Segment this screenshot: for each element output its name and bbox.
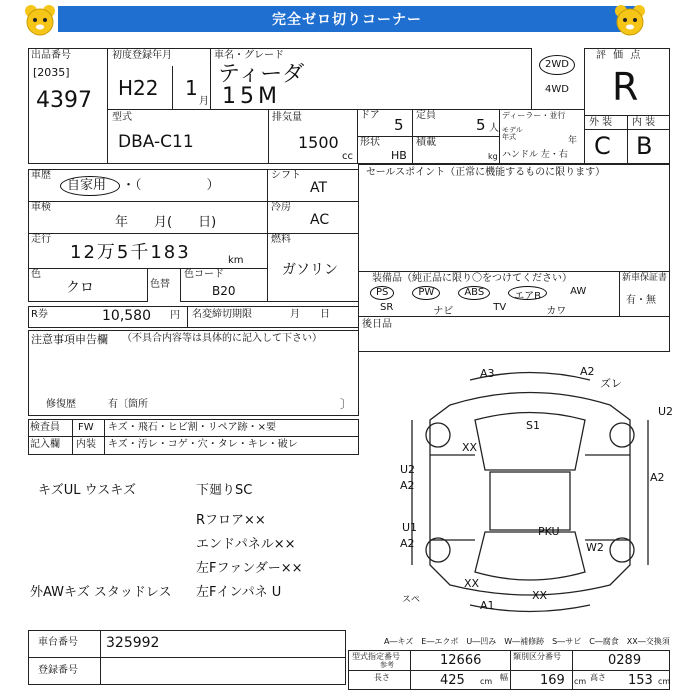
equip-item: PS: [370, 286, 394, 300]
notes-hint: （不具合内容等は具体的に記入して下さい）: [122, 333, 322, 344]
dealer-label: ディーラー・並行: [502, 111, 566, 120]
class-no-label: 類別区分番号: [513, 652, 561, 661]
drive-4wd: 4WD: [545, 84, 569, 95]
registration-label: 登録番号: [38, 665, 78, 676]
damage-mark: PKU: [538, 525, 560, 538]
equip-item: AW: [570, 286, 587, 297]
note-line: エンドパネル××: [196, 537, 296, 552]
mascot-bear-icon-left: [22, 2, 58, 38]
damage-mark: A2: [580, 365, 595, 378]
repair-value: 有〔箇所: [108, 399, 148, 410]
fuel-label: 燃料: [271, 234, 291, 245]
deadline-unit: 月 日: [290, 309, 330, 320]
mascot-bear-icon-right: [612, 2, 648, 38]
equip-item: エアB: [508, 286, 547, 300]
load-unit: kg: [488, 152, 498, 161]
lot-label: 出品番号: [31, 50, 71, 61]
capacity-value: 5: [476, 116, 486, 134]
length-value: 425: [440, 673, 465, 688]
shift-value: AT: [310, 180, 328, 196]
rear-items-cell: [358, 316, 670, 352]
color-code-label: 色コード: [184, 269, 224, 280]
damage-mark: A2: [400, 479, 415, 492]
exterior-label: 外 装: [589, 117, 613, 128]
history-value: 自家用: [67, 178, 107, 193]
recycle-unit: 円: [170, 310, 180, 321]
inspection-value: 年 月( 日): [115, 215, 217, 230]
note-line: 左Fファンダー××: [196, 561, 303, 576]
first-reg-label: 初度登録年月: [112, 50, 172, 61]
recycle-label: R券: [31, 309, 48, 320]
car-name: ティーダ: [218, 62, 305, 87]
sales-point-cell: [358, 164, 670, 272]
note-line: Rフロア××: [196, 513, 266, 528]
inspection-label: 車検: [31, 202, 51, 213]
damage-mark: A2: [400, 537, 415, 550]
shape-value: HB: [391, 149, 407, 162]
shift-label: シフト: [271, 170, 301, 181]
damage-mark: A1: [480, 599, 495, 612]
damage-mark: XX: [532, 589, 548, 602]
lot-number: 4397: [36, 88, 92, 113]
damage-mark: スペ: [402, 595, 421, 605]
note-line: 外AWキズ スタッドレス: [30, 585, 172, 600]
capacity-label: 定員: [416, 110, 436, 121]
note-line: キズUL ウスキズ: [38, 483, 136, 498]
shape-label: 形状: [360, 137, 380, 148]
model-label: 型式: [112, 112, 132, 123]
damage-mark: XX: [464, 577, 480, 590]
notes-label: 注意事項申告欄: [31, 333, 108, 346]
class-no-value: 0289: [608, 653, 642, 668]
equip-item: ナビ: [433, 306, 454, 317]
car-name-label: 車名・グレード: [214, 50, 284, 61]
height-unit: cm: [658, 677, 671, 686]
equip-item: ABS: [458, 286, 490, 300]
page-header-title: 完全ゼロ切りコーナー: [58, 6, 636, 32]
note-line: 左Fインパネ U: [196, 585, 282, 600]
inspector-row-2: キズ・汚レ・コゲ・穴・タレ・キレ・破レ: [108, 439, 298, 450]
damage-mark: W2: [586, 541, 604, 554]
damage-mark: U1: [402, 521, 418, 534]
model-year-unit: 年: [568, 136, 578, 146]
inspector-naiso: 内装: [76, 439, 96, 450]
car-grade: 15M: [222, 84, 281, 109]
length-unit: cm: [480, 677, 493, 686]
note-line: 下廻りSC: [196, 483, 253, 498]
damage-mark: A3: [480, 367, 495, 380]
history-rest: ・（ ）: [122, 178, 220, 193]
chassis-label: 車台番号: [38, 637, 78, 648]
model-year-label: モデル年式: [502, 126, 523, 141]
load-label: 積載: [416, 137, 436, 148]
cc-unit: cc: [342, 151, 353, 162]
damage-mark: A2: [650, 471, 665, 484]
reference-label: 参考: [380, 661, 394, 669]
history-label: 車歴: [31, 170, 51, 181]
height-value: 153: [628, 673, 653, 688]
inspector-row-1: キズ・飛石・ヒビ割・リペア跡・×要: [108, 422, 276, 433]
lot-small: [2035]: [33, 66, 70, 79]
first-reg-month: 1: [185, 76, 198, 100]
first-reg-era: H22: [118, 76, 159, 100]
damage-mark: ズレ: [600, 377, 622, 390]
equipment-label: 装備品（純正品に限り〇をつけてください）: [372, 273, 572, 284]
inspector-label-1: 検査員: [30, 422, 60, 433]
warranty-label: 新車保証書: [622, 273, 668, 283]
sales-point-label: セールスポイント（正常に機能するものに限ります）: [366, 167, 606, 178]
deadline-label: 名変締切期限: [192, 309, 252, 320]
mileage-label: 走行: [31, 234, 51, 245]
door-label: ドア: [360, 110, 380, 121]
mileage-value: 12万5千183: [70, 242, 191, 263]
color-code-value: B20: [212, 284, 236, 298]
interior-label: 内 装: [632, 117, 656, 128]
width-unit: cm: [574, 677, 587, 686]
fuel-value: ガソリン: [282, 262, 338, 278]
equipment-row-1: [370, 286, 620, 300]
equip-item: カワ: [546, 306, 567, 317]
equip-item: PW: [412, 286, 440, 300]
chassis-value: 325992: [106, 635, 160, 651]
interior-grade: B: [636, 132, 653, 160]
recycle-value: 10,580: [102, 308, 151, 324]
cc-label: 排気量: [272, 112, 302, 123]
capacity-unit: 人: [489, 123, 499, 134]
inspector-label-2: 記入欄: [30, 439, 60, 450]
handle-label: ハンドル 左・右: [502, 150, 568, 160]
equip-item: SR: [380, 302, 394, 313]
repair-label: 修復歴: [46, 399, 76, 410]
eval-label: 評 価 点: [596, 50, 643, 61]
color-label: 色: [31, 269, 41, 280]
exterior-grade: C: [594, 132, 611, 160]
damage-mark: U2: [400, 463, 416, 476]
width-value: 169: [540, 673, 565, 688]
damage-mark: XX: [462, 441, 478, 454]
mileage-unit: km: [228, 255, 244, 266]
color-value: クロ: [66, 280, 94, 296]
ac-value: AC: [310, 212, 330, 228]
width-label: 幅: [500, 673, 508, 682]
spec-no-label: 型式指定番号: [352, 652, 400, 661]
color-change-label: 色替: [150, 279, 170, 290]
ac-label: 冷房: [271, 202, 291, 213]
damage-legend: A―キズ E―エクボ U―凹み W―補修跡 S―サビ C―腐食 XX―交換須: [384, 637, 670, 646]
door-value: 5: [394, 116, 404, 134]
inspector-fw: FW: [78, 422, 94, 433]
eval-value: R: [612, 65, 639, 109]
height-label: 高さ: [590, 673, 606, 682]
equipment-row-2: [380, 302, 620, 317]
rear-items-label: 後日品: [362, 319, 392, 330]
equip-item: TV: [493, 302, 507, 313]
cc-value: 1500: [298, 133, 339, 152]
damage-mark: U2: [658, 405, 674, 418]
length-label: 長さ: [374, 673, 390, 682]
model-value: DBA-C11: [118, 132, 194, 152]
damage-mark: S1: [526, 419, 540, 432]
first-reg-month-unit: 月: [199, 96, 209, 107]
diagram-marks: [380, 360, 680, 620]
drive-2wd: 2WD: [545, 59, 569, 70]
spec-no-value: 12666: [440, 653, 482, 668]
warranty-value: 有・無: [626, 295, 656, 306]
handwritten-notes-area: [28, 458, 359, 626]
